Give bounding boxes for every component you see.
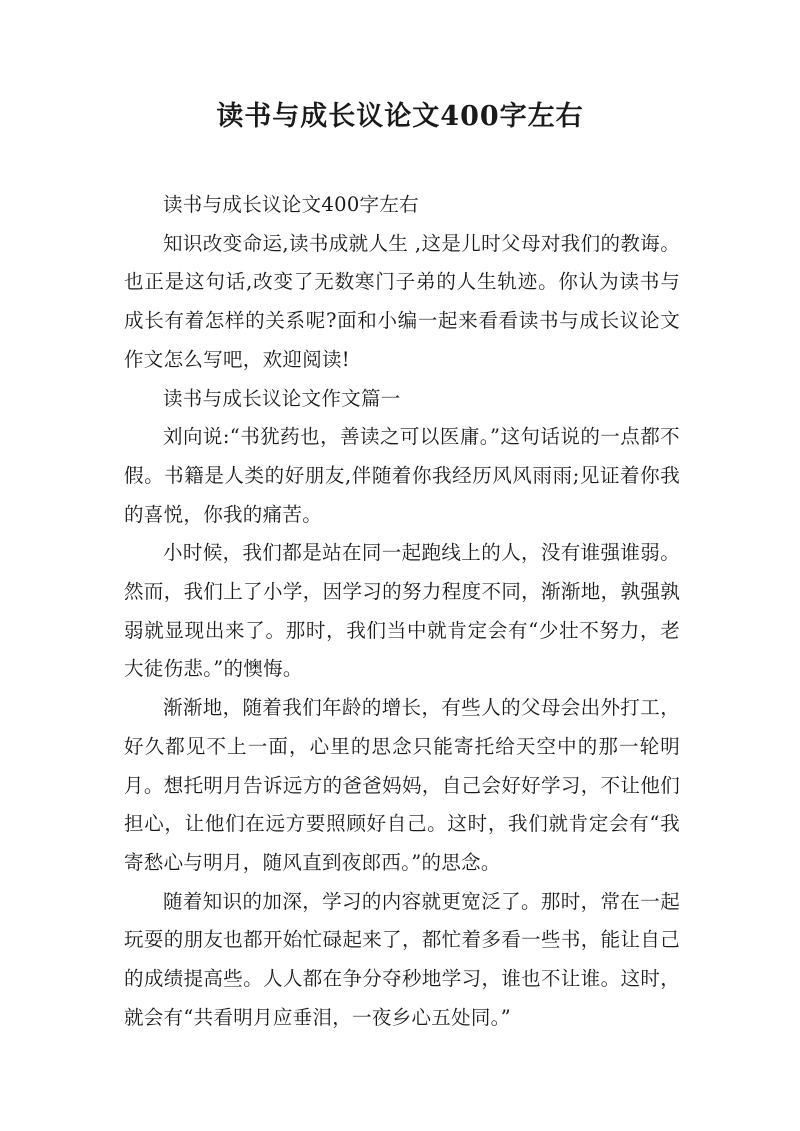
paragraph: 渐渐地，随着我们年龄的增长，有些人的父母会出外打工，好久都见不上一面，心里的思念只能寄托给天空中的那一轮明月。想托明月告诉远方的爸爸妈妈，自己会好好学习，不让他们担心，让他们在远方要照顾好自己。这时，我们就肯定会有“我寄愁心与明月，随风直到夜郎西。”的思念。	[124, 696, 680, 874]
paragraph: 刘向说:“书犹药也，善读之可以医庸。”这句话说的一点都不假。书籍是人类的好朋友,伴随着你我经历风风雨雨;见证着你我的喜悦，你我的痛苦。	[124, 425, 680, 526]
paragraph: 小时候，我们都是站在同一起跑线上的人，没有谁强谁弱。然而，我们上了小学，因学习的努力程度不同，渐渐地，孰强孰弱就显现出来了。那时，我们当中就肯定会有“少壮不努力，老大徒伤悲。”的懊悔。	[124, 541, 680, 681]
paragraph-intro: 知识改变命运,读书成就人生 ,这是儿时父母对我们的教诲。也正是这句话,改变了无数寒门子弟的人生轨迹。你认为读书与成长有着怎样的关系呢?面和小编一起来看看读书与成长议论文作文怎么写吧，欢迎阅读!	[124, 231, 680, 371]
paragraph-subtitle: 读书与成长议论文400字左右	[163, 193, 419, 216]
document-body	[124, 186, 680, 1037]
paragraph-section-heading: 读书与成长议论文作文篇一	[163, 386, 401, 410]
document-title: 读书与成长议论文400字左右	[216, 101, 584, 132]
paragraph: 随着知识的加深，学习的内容就更宽泛了。那时，常在一起玩耍的朋友也都开始忙碌起来了，都忙着多看一些书，能让自己的成绩提高些。人人都在争分夺秒地学习，谁也不让谁。这时，就会有“共看明月应垂泪，一夜乡心五处同。”	[124, 889, 680, 1029]
